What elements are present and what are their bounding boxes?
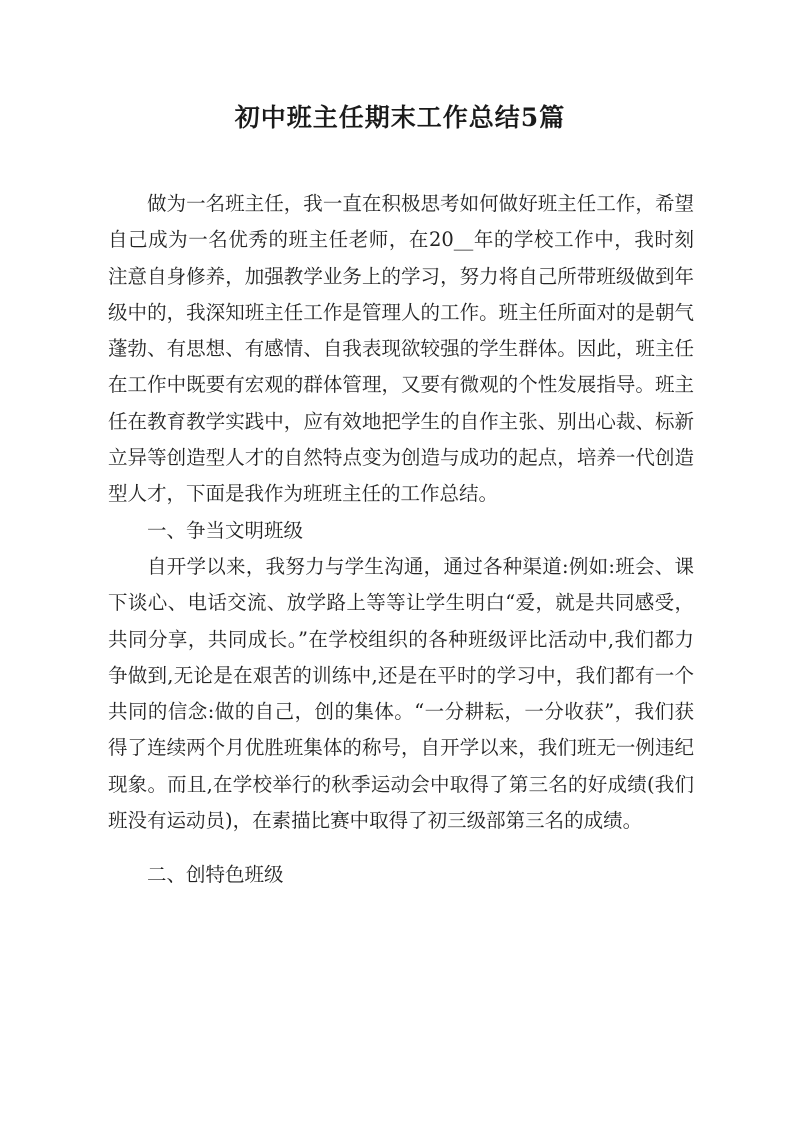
section-heading-1: 一、争当文明班级 — [147, 518, 304, 542]
section-heading-2: 二、创特色班级 — [147, 863, 284, 887]
document-title: 初中班主任期末工作总结5篇 — [234, 103, 566, 132]
section-1-paragraph: 自开学以来，我努力与学生沟通，通过各种渠道:例如:班会、课下谈心、电话交流、放学路上等等让学生明白“爱，就是共同感受，共同分享，共同成长。”在学校组织的各种班级评比活动中,我们都力争做到,无论是在艰苦的训练中,还是在平时的学习中，我们都有一个共同的信念:做的自己，创的集体。“一分耕耘，一分收获”，我们获得了连续两个月优胜班集体的称号，自开学以来，我们班无一例违纪现象。而且,在学校举行的秋季运动会中取得了第三名的好成绩(我们班没有运动员)，在素描比赛中取得了初三级部第三名的成绩。 — [108, 554, 694, 833]
intro-paragraph: 做为一名班主任，我一直在积极思考如何做好班主任工作，希望自己成为一名优秀的班主任老师，在20__年的学校工作中，我时刻注意自身修养，加强教学业务上的学习，努力将自己所带班级做到年级中的，我深知班主任工作是管理人的工作。班主任所面对的是朝气蓬勃、有思想、有感情、自我表现欲较强的学生群体。因此，班主任在工作中既要有宏观的群体管理，又要有微观的个性发展指导。班主任在教育教学实践中，应有效地把学生的自作主张、别出心裁、标新立异等创造型人才的自然特点变为创造与成功的起点，培养一代创造型人才，下面是我作为班班主任的工作总结。 — [108, 192, 694, 506]
document-body — [108, 186, 694, 894]
